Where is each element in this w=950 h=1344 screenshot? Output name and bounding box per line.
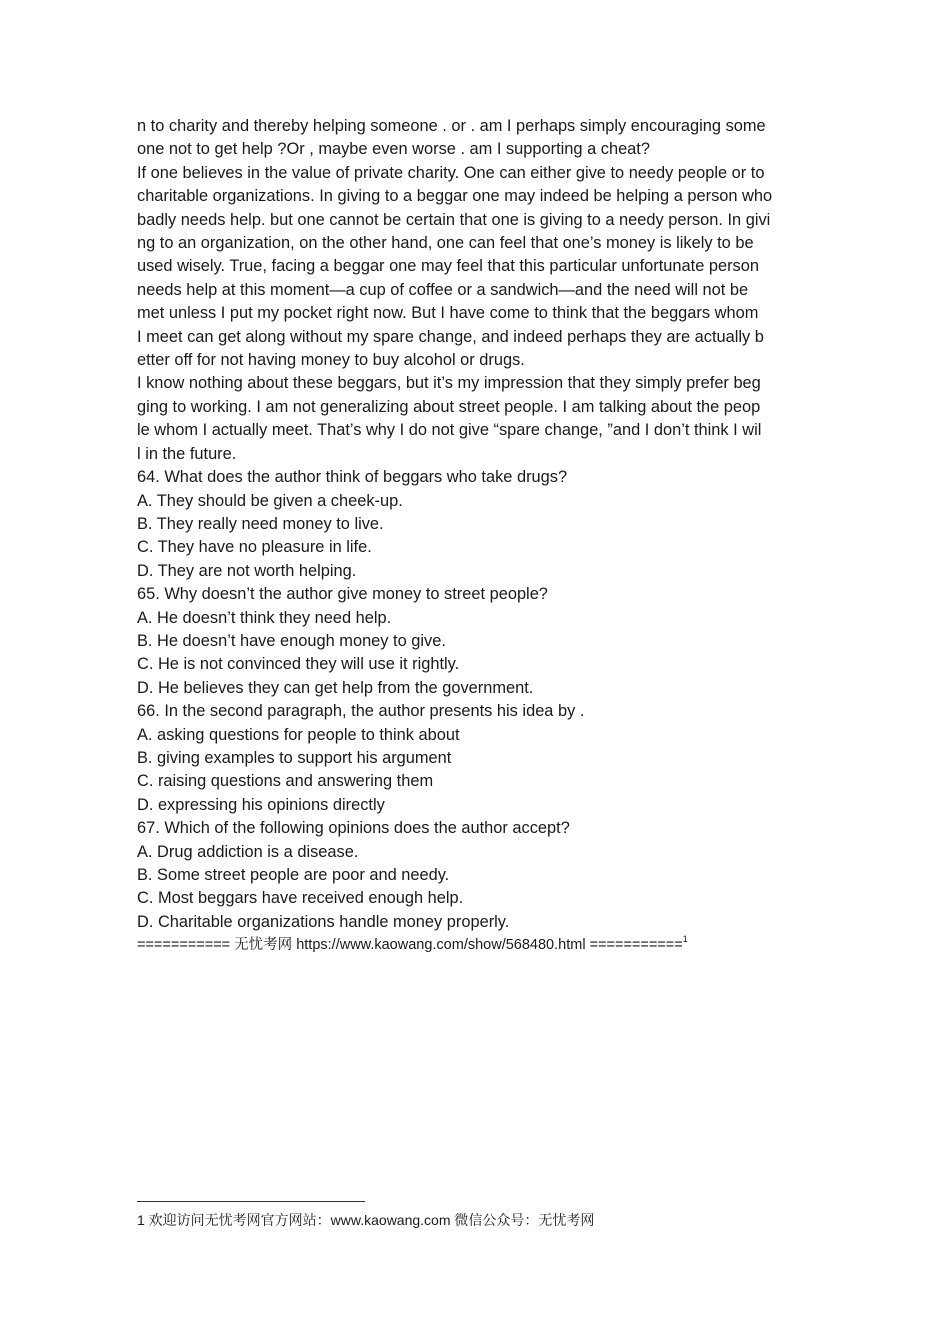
- passage-line: one not to get help ?Or , maybe even worse . am I supporting a cheat?: [137, 140, 650, 159]
- passage-line: etter off for not having money to buy alcohol or drugs.: [137, 351, 525, 370]
- question-option: D. Charitable organizations handle money properly.: [137, 912, 510, 931]
- footnote: 1 欢迎访问无忧考网官方网站：www.kaowang.com 微信公众号：无忧考网: [137, 1212, 595, 1228]
- question-67: [137, 817, 822, 934]
- question-stem: 64. What does the author think of beggars who take drugs?: [137, 468, 568, 487]
- passage-line: badly needs help. but one cannot be certain that one is giving to a needy person. In givi: [137, 210, 771, 229]
- source-line: [137, 934, 822, 956]
- question-66: [137, 700, 822, 817]
- passage-line: n to charity and thereby helping someone . or . am I perhaps simply encouraging some: [137, 117, 766, 135]
- question-stem: 66. In the second paragraph, the author presents his idea by .: [137, 702, 585, 721]
- question-option: A. He doesn’t think they need help.: [137, 608, 392, 627]
- question-stem: 65. Why doesn’t the author give money to street people?: [137, 585, 548, 604]
- passage-line: ng to an organization, on the other hand, one can feel that one’s money is likely to be: [137, 234, 754, 253]
- page-content: [137, 115, 822, 956]
- question-option: B. They really need money to live.: [137, 514, 384, 533]
- passage-line: used wisely. True, facing a beggar one may feel that this particular unfortunate person: [137, 257, 759, 276]
- footnote-divider: [137, 1201, 365, 1202]
- question-65: [137, 583, 822, 700]
- passage-line: met unless I put my pocket right now. But I have come to think that the beggars whom: [137, 304, 759, 323]
- question-option: B. He doesn’t have enough money to give.: [137, 631, 446, 650]
- passage-line: needs help at this moment—a cup of coffee or a sandwich—and the need will not be: [137, 280, 749, 299]
- question-option: A. asking questions for people to think about: [137, 725, 460, 744]
- question-option: C. Most beggars have received enough help.: [137, 889, 464, 908]
- question-option: C. raising questions and answering them: [137, 772, 434, 791]
- question-option: A. Drug addiction is a disease.: [137, 842, 359, 861]
- question-option: B. Some street people are poor and needy.: [137, 866, 450, 884]
- question-option: B. giving examples to support his argument: [137, 748, 452, 767]
- passage-line: charitable organizations. In giving to a beggar one may indeed be helping a person who: [137, 187, 773, 206]
- passage-line: I meet can get along without my spare change, and indeed perhaps they are actually b: [137, 327, 764, 346]
- question-option: C. He is not convinced they will use it rightly.: [137, 655, 460, 674]
- question-option: D. He believes they can get help from the government.: [137, 678, 534, 697]
- passage-line: If one believes in the value of private charity. One can either give to needy people or to: [137, 163, 765, 182]
- source-line-text: =========== 无忧考网 https://www.kaowang.com/show/568480.html ===========: [137, 937, 683, 954]
- question-option: A. They should be given a cheek-up.: [137, 491, 403, 510]
- question-option: D. expressing his opinions directly: [137, 795, 385, 814]
- footnote-mark: 1: [682, 934, 688, 945]
- passage: [137, 115, 822, 466]
- passage-line: le whom I actually meet. That’s why I do not give “spare change, ”and I don’t think I wil: [137, 421, 762, 440]
- question-option: D. They are not worth helping.: [137, 561, 357, 580]
- passage-line: l in the future.: [137, 444, 237, 463]
- question-stem: 67. Which of the following opinions does the author accept?: [137, 819, 570, 838]
- question-64: [137, 466, 822, 583]
- question-option: C. They have no pleasure in life.: [137, 538, 372, 557]
- passage-line: I know nothing about these beggars, but it’s my impression that they simply prefer beg: [137, 374, 761, 393]
- passage-line: ging to working. I am not generalizing about street people. I am talking about the peop: [137, 397, 761, 416]
